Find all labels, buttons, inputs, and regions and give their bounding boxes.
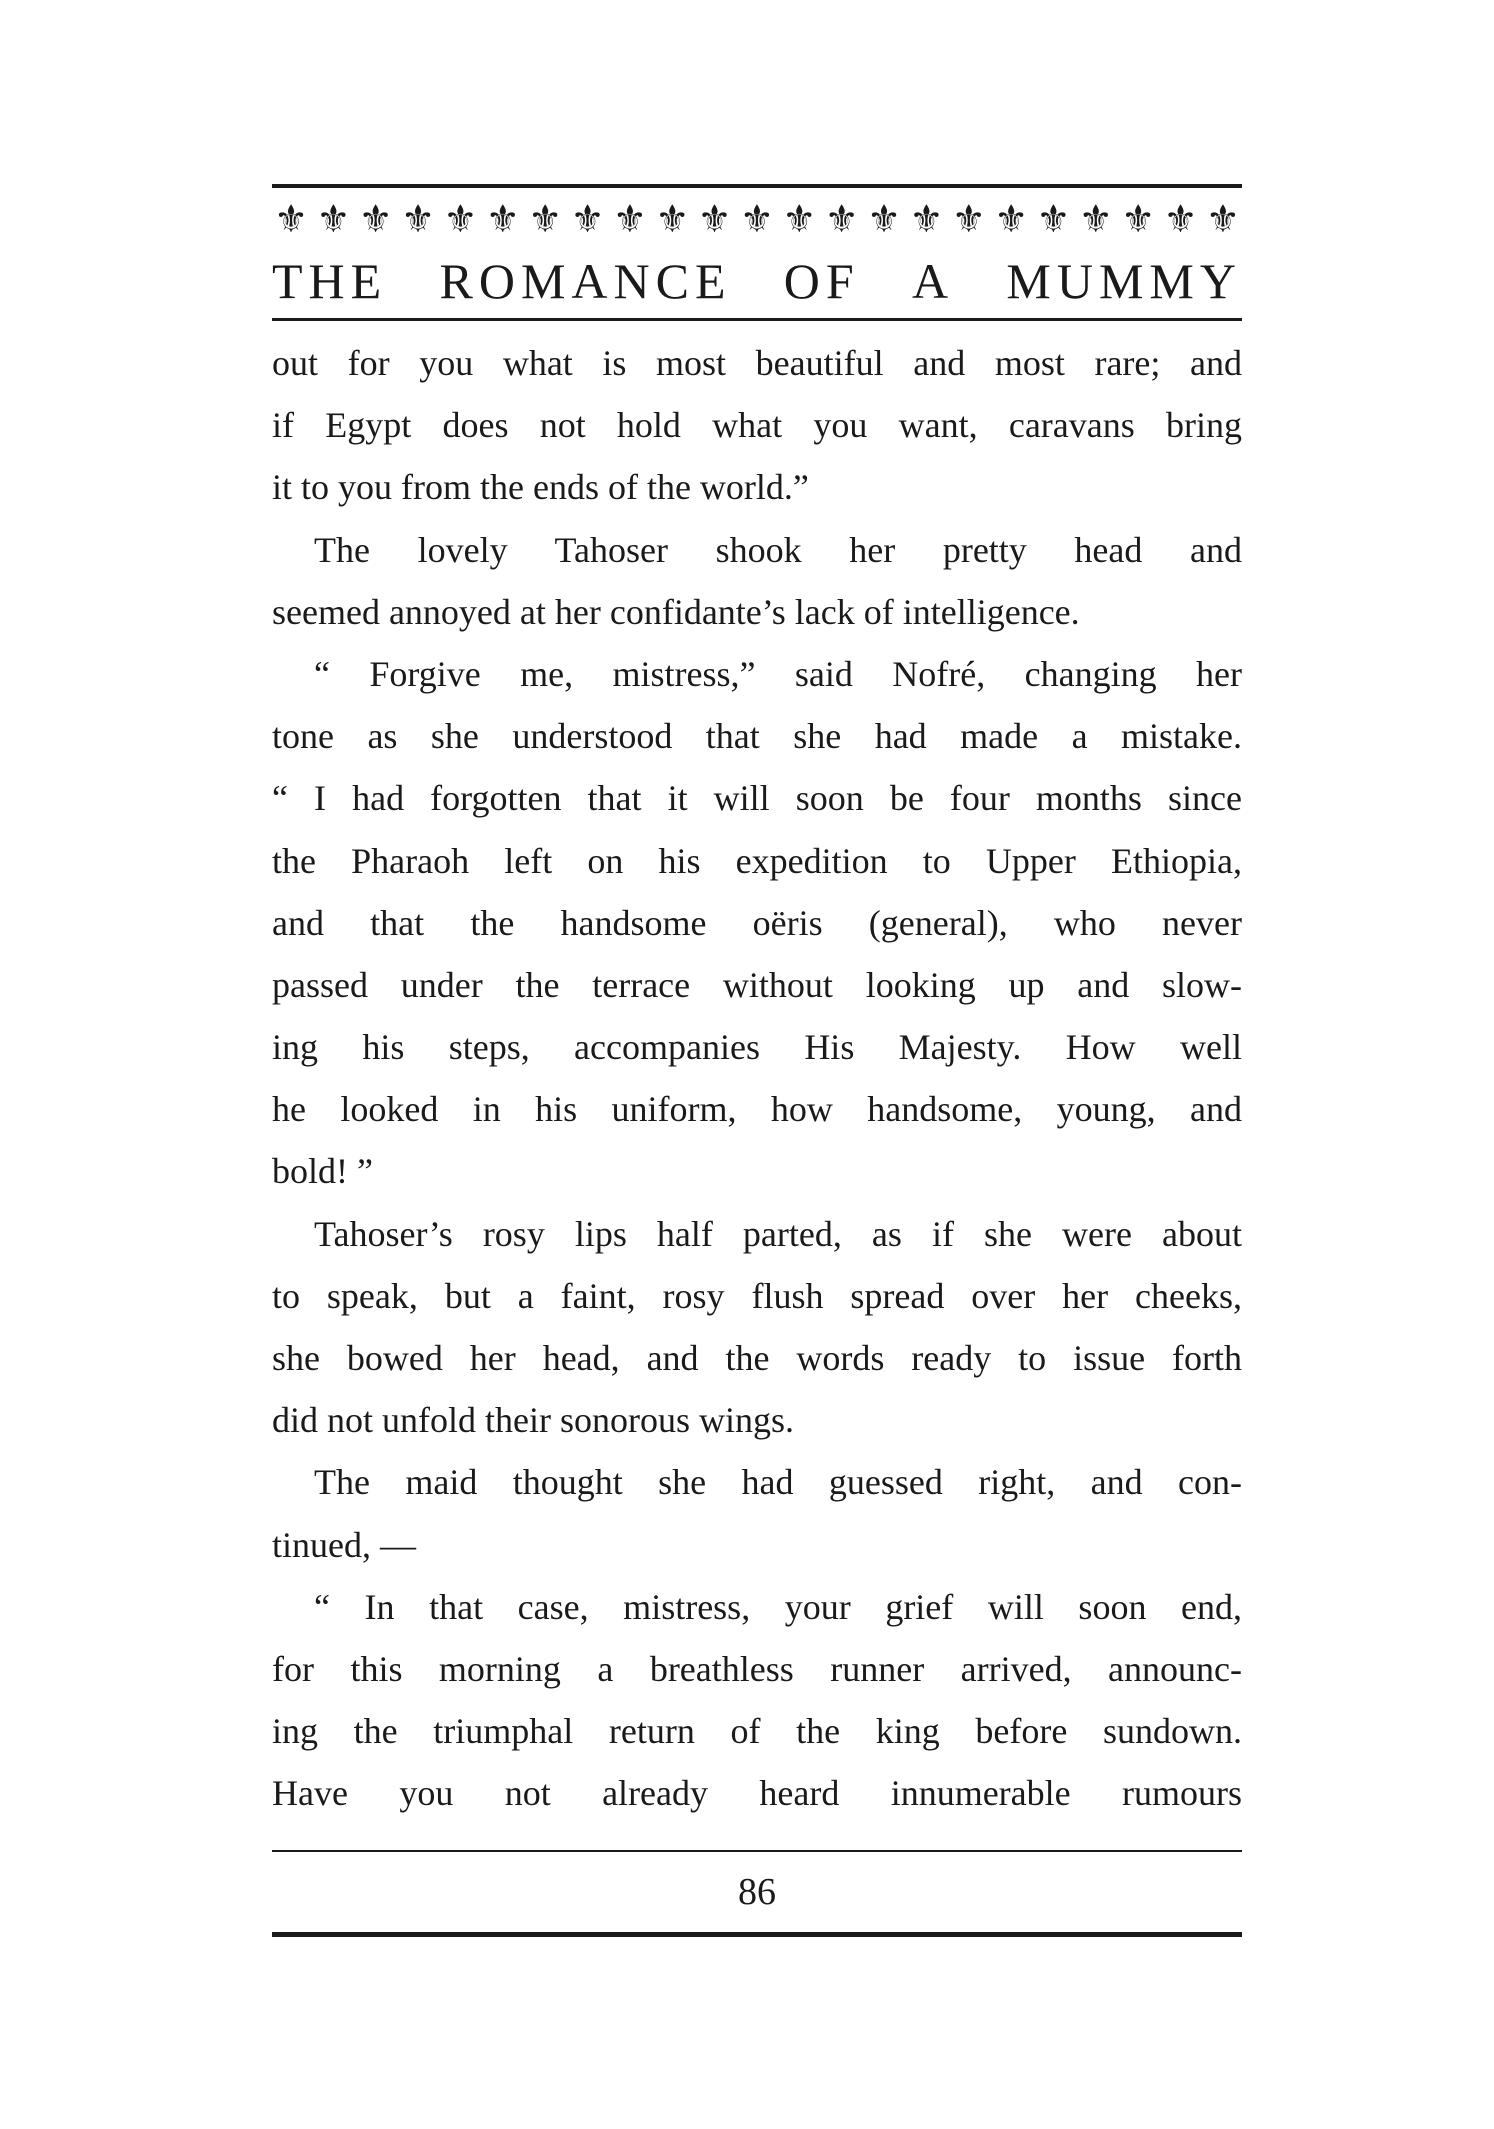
running-head bbox=[272, 250, 1242, 312]
header-rule bbox=[272, 318, 1242, 321]
text-line: seemed annoyed at her confidante’s lack of intelligence. bbox=[272, 591, 1080, 632]
fleur-de-lis-icon: ⚜ bbox=[1163, 199, 1198, 241]
fleur-de-lis-icon: ⚜ bbox=[1078, 199, 1113, 241]
fleuron-ornament-row bbox=[272, 196, 1242, 244]
top-rule bbox=[272, 184, 1242, 188]
running-head-word: OF bbox=[783, 253, 860, 309]
fleur-de-lis-icon: ⚜ bbox=[951, 199, 986, 241]
running-head-word: THE bbox=[272, 253, 388, 309]
text-line: for this morning a breathless runner arrived, announc- bbox=[272, 1648, 1242, 1689]
fleur-de-lis-icon: ⚜ bbox=[909, 199, 944, 241]
text-line: tone as she understood that she had made a mistake. bbox=[272, 716, 1242, 757]
text-line: out for you what is most beautiful and most rare; and bbox=[272, 343, 1242, 383]
text-line: the Pharaoh left on his expedition to Upper Ethiopia, bbox=[272, 840, 1242, 881]
text-line: “ Forgive me, mistress,” said Nofré, changing her bbox=[314, 653, 1242, 694]
running-head-word: A bbox=[912, 253, 955, 309]
fleur-de-lis-icon: ⚜ bbox=[994, 199, 1029, 241]
text-line: ing his steps, accompanies His Majesty. How well bbox=[272, 1027, 1242, 1068]
text-line: she bowed her head, and the words ready to issue forth bbox=[272, 1338, 1242, 1378]
fleur-de-lis-icon: ⚜ bbox=[1205, 199, 1240, 241]
fleur-de-lis-icon: ⚜ bbox=[273, 199, 309, 241]
text-line: ing the triumphal return of the king before sundown. bbox=[272, 1711, 1242, 1752]
fleur-de-lis-icon: ⚜ bbox=[612, 199, 647, 241]
text-line: did not unfold their sonorous wings. bbox=[272, 1400, 794, 1441]
fleur-de-lis-icon: ⚜ bbox=[570, 199, 605, 241]
text-line: Tahoser’s rosy lips half parted, as if she were about bbox=[314, 1213, 1242, 1254]
fleur-de-lis-icon: ⚜ bbox=[739, 199, 774, 241]
page-number: 86 bbox=[738, 1871, 776, 1913]
text-line: tinued, — bbox=[272, 1524, 416, 1565]
fleur-de-lis-icon: ⚜ bbox=[443, 199, 478, 241]
fleur-de-lis-icon: ⚜ bbox=[782, 199, 817, 241]
body-text bbox=[272, 332, 1242, 1825]
text-line: bold! ” bbox=[272, 1151, 373, 1192]
text-line: he looked in his uniform, how handsome, young, and bbox=[272, 1089, 1242, 1130]
fleur-de-lis-icon: ⚜ bbox=[697, 199, 732, 241]
fleur-de-lis-icon: ⚜ bbox=[358, 199, 393, 241]
text-line: it to you from the ends of the world.” bbox=[272, 467, 809, 508]
text-line: “ I had forgotten that it will soon be four months since bbox=[272, 778, 1242, 819]
fleur-de-lis-icon: ⚜ bbox=[1121, 199, 1156, 241]
footer-rule-thin bbox=[272, 1850, 1242, 1852]
text-line: The maid thought she had guessed right, and con- bbox=[314, 1462, 1242, 1503]
text-line: if Egypt does not hold what you want, caravans bring bbox=[272, 405, 1242, 446]
text-line: to speak, but a faint, rosy flush spread over her cheeks, bbox=[272, 1275, 1242, 1316]
fleur-de-lis-icon: ⚜ bbox=[866, 199, 902, 241]
footer-rule-thick bbox=[272, 1932, 1242, 1937]
running-head-word: MUMMY bbox=[1006, 253, 1242, 309]
text-line: Have you not already heard innumerable rumours bbox=[272, 1773, 1242, 1814]
text-line: “ In that case, mistress, your grief will soon end, bbox=[314, 1586, 1242, 1627]
fleur-de-lis-icon: ⚜ bbox=[316, 199, 351, 241]
running-head-word: ROMANCE bbox=[439, 253, 732, 309]
text-line: passed under the terrace without looking up and slow- bbox=[272, 964, 1242, 1005]
fleur-de-lis-icon: ⚜ bbox=[655, 199, 690, 241]
fleur-de-lis-icon: ⚜ bbox=[824, 199, 859, 241]
fleur-de-lis-icon: ⚜ bbox=[528, 199, 563, 241]
fleur-de-lis-icon: ⚜ bbox=[1036, 199, 1071, 241]
text-line: and that the handsome oëris (general), who never bbox=[272, 902, 1242, 943]
text-line: The lovely Tahoser shook her pretty head and bbox=[314, 529, 1242, 570]
fleur-de-lis-icon: ⚜ bbox=[401, 199, 436, 241]
fleur-de-lis-icon: ⚜ bbox=[485, 199, 520, 241]
